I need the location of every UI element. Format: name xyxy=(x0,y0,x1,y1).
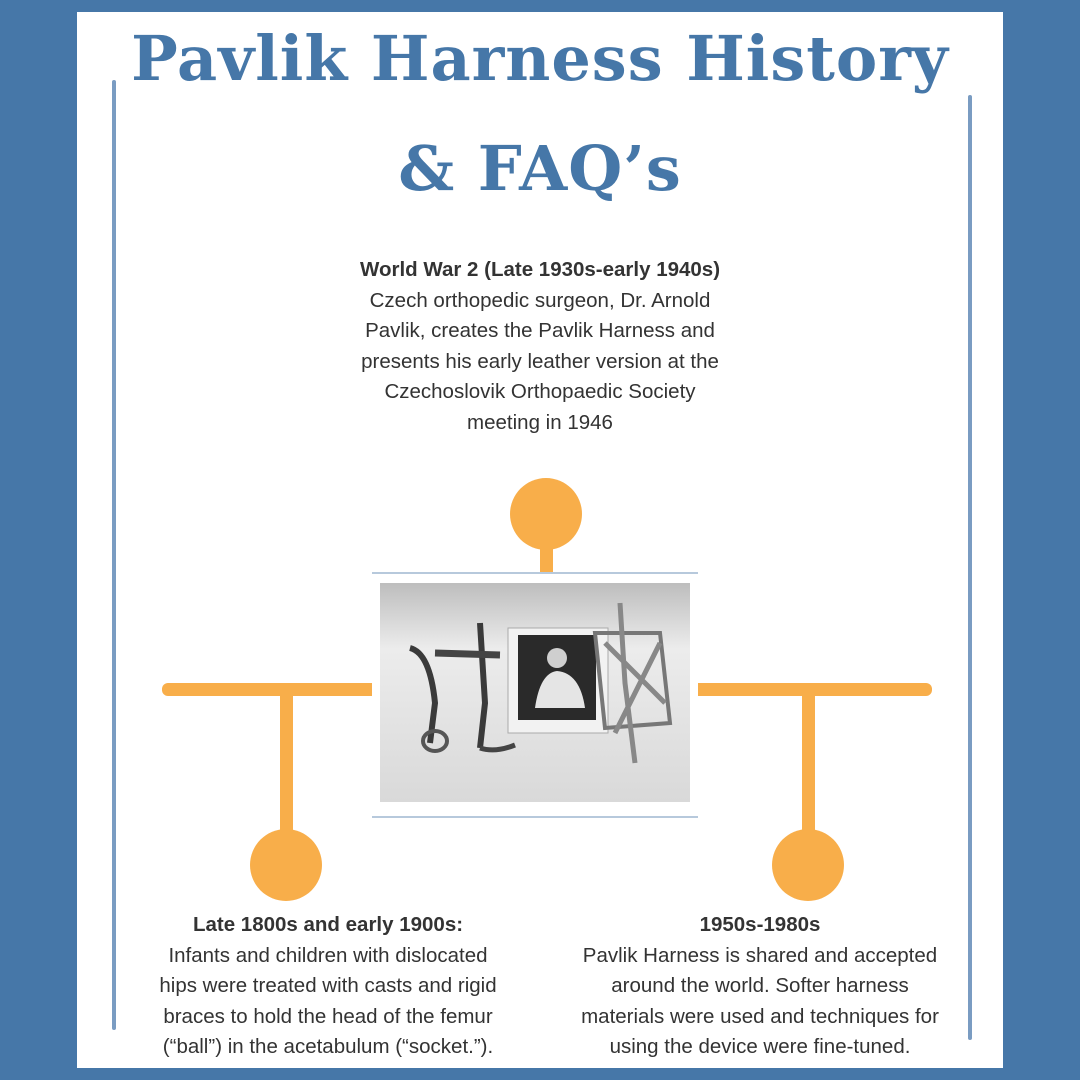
timeline-top-heading: World War 2 (Late 1930s-early 1940s) xyxy=(359,258,721,281)
timeline-left-heading: Late 1800s and early 1900s: xyxy=(192,913,464,936)
left-border-stroke xyxy=(112,80,116,1030)
text-line: Pavlik, creates the Pavlik Harness and xyxy=(365,319,715,342)
text-line: presents his early leather version at the xyxy=(361,349,719,373)
text-line: meeting in 1946 xyxy=(467,410,613,434)
timeline-stem-left xyxy=(280,690,293,840)
timeline-right-text xyxy=(540,910,980,1063)
text-line: braces to hold the head of the femur xyxy=(163,1004,493,1028)
text-line: hips were treated with casts and rigid xyxy=(159,974,497,997)
page-title-line1: Pavlik Harness History xyxy=(131,22,949,95)
text-line: materials were used and techniques for xyxy=(581,1004,939,1028)
text-line: Czechoslovik Orthopaedic Society xyxy=(384,380,696,403)
timeline-node-left xyxy=(250,829,322,901)
page-title-line2: & FAQ’s xyxy=(398,132,682,205)
harness-photo-image xyxy=(380,583,690,802)
timeline-right-heading: 1950s-1980s xyxy=(699,913,821,936)
text-line: Infants and children with dislocated xyxy=(168,943,488,967)
timeline-left-text xyxy=(118,910,538,1063)
right-border-stroke xyxy=(968,95,972,1040)
text-line: Czech orthopedic surgeon, Dr. Arnold xyxy=(369,288,711,312)
text-line: (“ball”) in the acetabulum (“socket.”). xyxy=(162,1035,494,1058)
timeline-node-right xyxy=(772,829,844,901)
text-line: around the world. Softer harness xyxy=(611,974,909,997)
timeline-stem-right xyxy=(802,690,815,840)
timeline-top-text xyxy=(290,255,790,438)
text-line: Pavlik Harness is shared and accepted xyxy=(582,943,938,967)
text-line: using the device were fine-tuned. xyxy=(609,1035,911,1058)
harness-photo xyxy=(380,583,690,802)
